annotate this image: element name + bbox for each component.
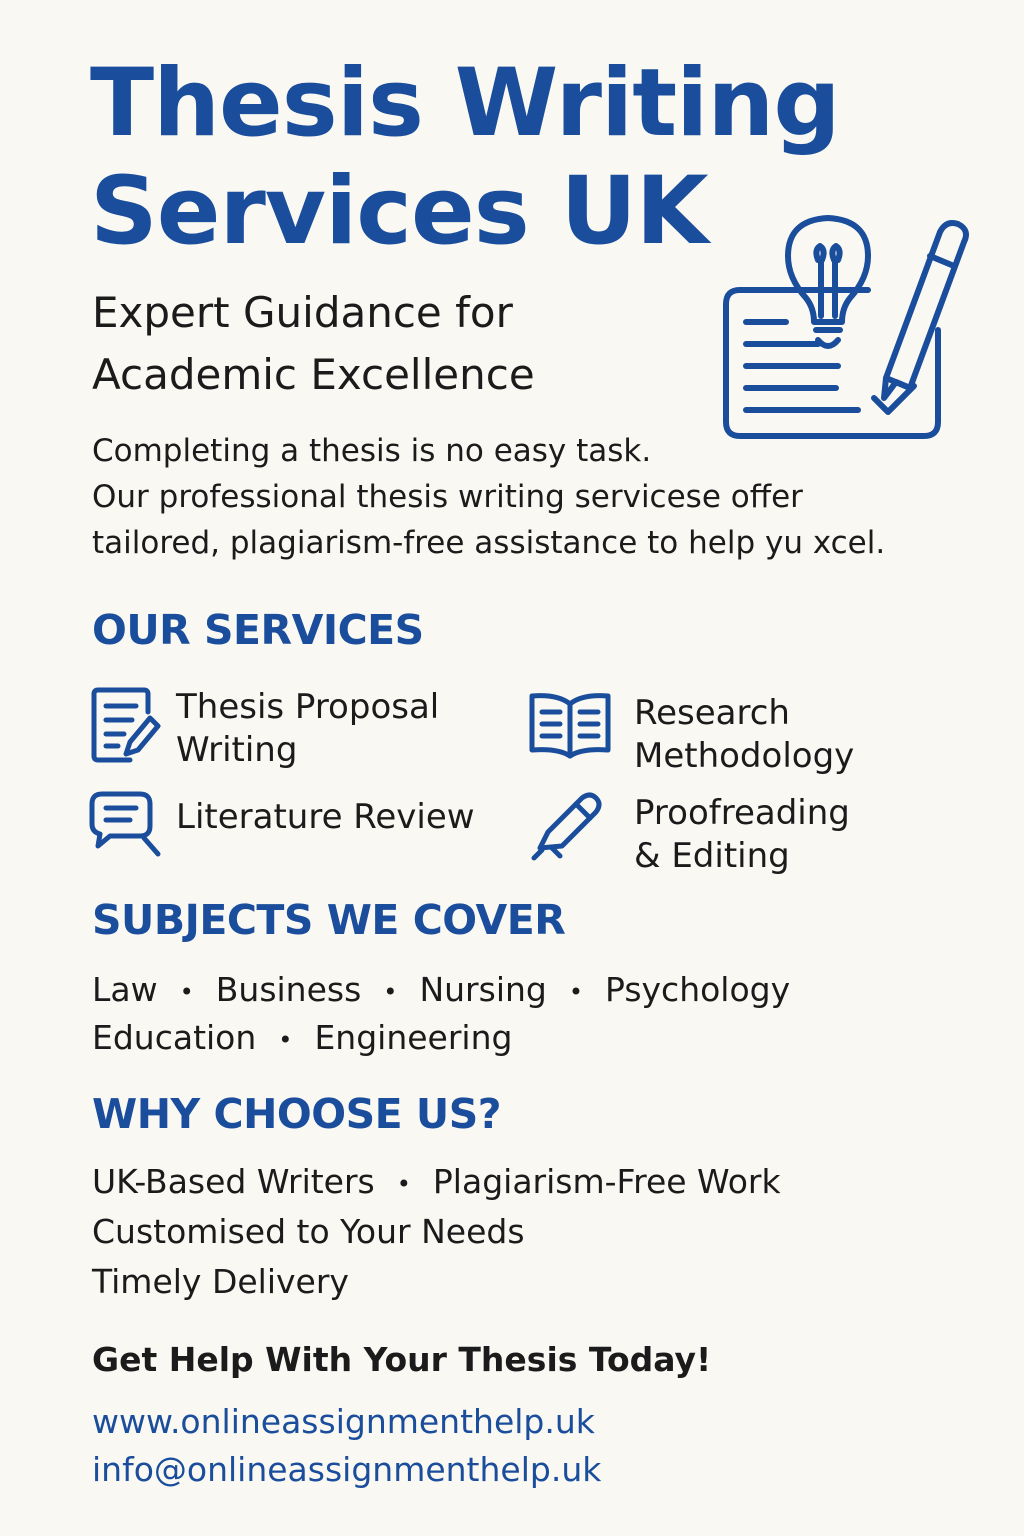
service-label-line-2: Methodology xyxy=(634,736,855,776)
subject-engineering: Engineering xyxy=(314,1018,513,1057)
bullet-separator: • xyxy=(383,977,398,1006)
subject-business: Business xyxy=(215,970,362,1009)
why-heading: WHY CHOOSE US? xyxy=(92,1090,502,1138)
services-heading: OUR SERVICES xyxy=(92,606,424,654)
service-item-literature-review xyxy=(88,790,475,858)
service-label-line-1: Literature Review xyxy=(176,797,475,837)
subjects-row-2 xyxy=(92,1018,512,1060)
subjects-row-1 xyxy=(92,970,790,1012)
search-chat-icon xyxy=(88,790,162,858)
service-item-proofreading xyxy=(530,790,850,878)
intro-paragraph xyxy=(92,428,885,566)
intro-line-2: Our professional thesis writing servicese offer xyxy=(92,479,803,515)
why-row-1 xyxy=(92,1162,781,1204)
why-customised: Customised to Your Needs xyxy=(92,1212,525,1251)
service-item-thesis-proposal xyxy=(90,686,439,772)
lightbulb-document-pencil-icon xyxy=(718,210,974,446)
why-plagiarism-free: Plagiarism-Free Work xyxy=(432,1162,781,1201)
page-subtitle xyxy=(92,282,535,406)
bullet-separator: • xyxy=(396,1169,411,1198)
title-line-2: Services UK xyxy=(90,157,708,266)
why-timely: Timely Delivery xyxy=(92,1262,349,1301)
intro-line-1: Completing a thesis is no easy task. xyxy=(92,433,652,469)
service-label-line-1: Thesis Proposal xyxy=(176,687,440,727)
subject-psychology: Psychology xyxy=(605,970,791,1009)
why-uk-writers: UK-Based Writers xyxy=(92,1162,375,1201)
title-line-1: Thesis Writing xyxy=(90,49,840,158)
email-link[interactable]: info@onlineassignmenthelp.uk xyxy=(92,1450,602,1489)
service-item-research-methodology xyxy=(528,690,854,778)
document-edit-icon xyxy=(90,686,162,764)
subject-law: Law xyxy=(92,970,158,1009)
bullet-separator: • xyxy=(179,977,194,1006)
bullet-separator: • xyxy=(568,977,584,1006)
subject-education: Education xyxy=(92,1018,257,1057)
subject-nursing: Nursing xyxy=(419,970,547,1009)
service-label-line-1: Proofreading xyxy=(634,793,850,833)
open-book-icon xyxy=(528,690,612,760)
bullet-separator: • xyxy=(278,1025,293,1054)
website-link[interactable]: www.onlineassignmenthelp.uk xyxy=(92,1402,595,1441)
intro-line-3: tailored, plagiarism-free assistance to help yu xcel. xyxy=(92,525,886,561)
subtitle-line-2: Academic Excellence xyxy=(92,350,535,399)
subjects-heading: SUBJECTS WE COVER xyxy=(92,896,566,944)
subtitle-line-1: Expert Guidance for xyxy=(92,288,513,337)
service-label-line-2: Writing xyxy=(176,730,298,770)
service-label-line-1: Research xyxy=(634,693,790,733)
service-label-line-2: & Editing xyxy=(634,836,790,876)
cta-text: Get Help With Your Thesis Today! xyxy=(92,1340,712,1379)
pen-icon xyxy=(530,790,608,862)
